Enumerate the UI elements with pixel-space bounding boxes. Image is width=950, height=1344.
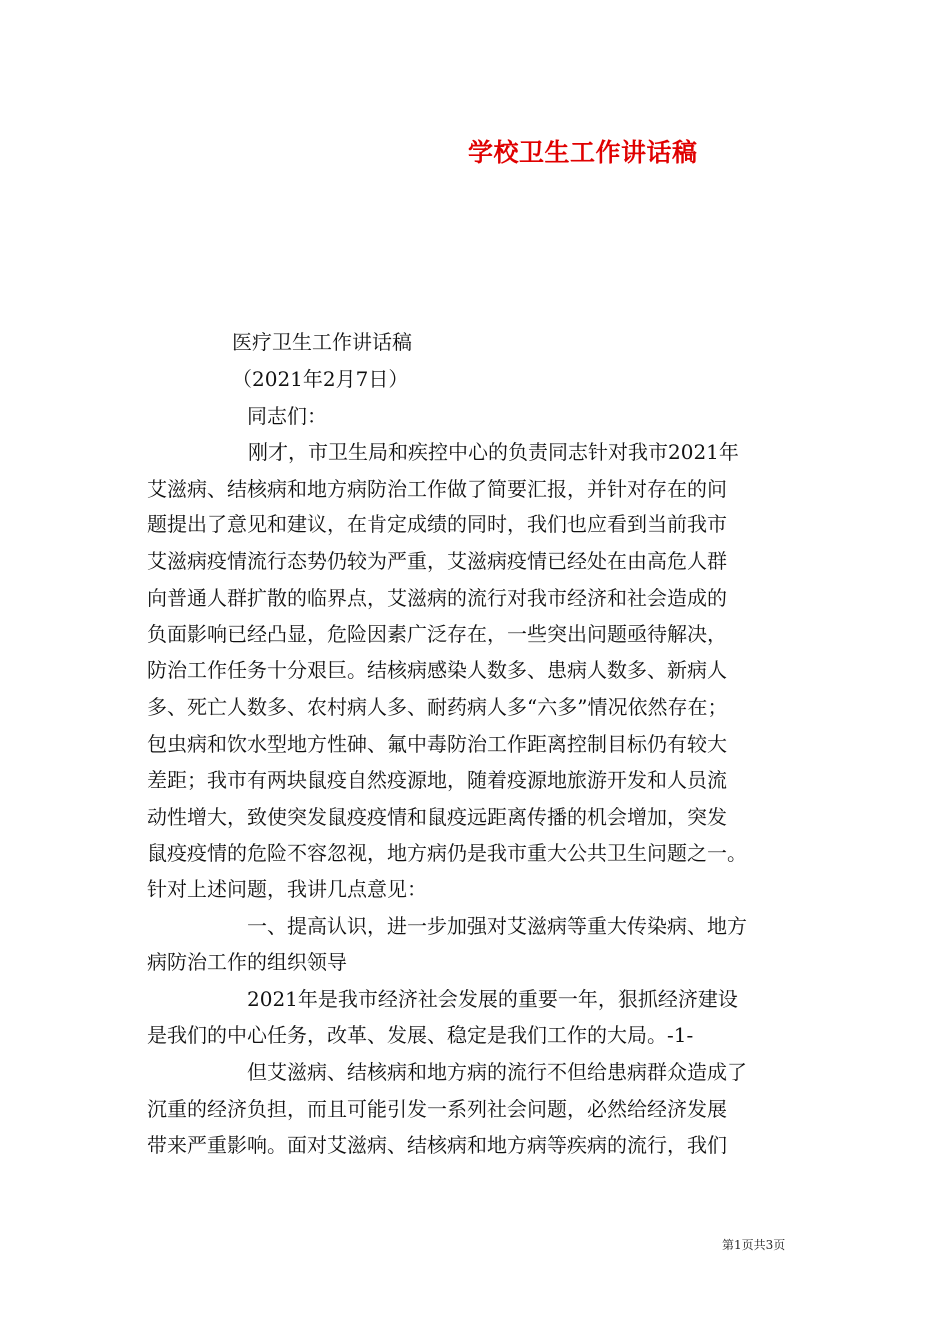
paragraph-line: 包虫病和饮水型地方性砷、氟中毒防治工作距离控制目标仍有较大 xyxy=(147,732,727,756)
paragraph-line: 是我们的中心任务，改革、发展、稳定是我们工作的大局。-1- xyxy=(147,1023,694,1047)
subtitle: 医疗卫生工作讲话稿 xyxy=(232,330,412,354)
date-line: （2021年2月7日） xyxy=(232,367,409,391)
paragraph-line: 动性增大，致使突发鼠疫疫情和鼠疫远距离传播的机会增加，突发 xyxy=(147,805,727,829)
page-number: 第1页共3页 xyxy=(722,1238,786,1252)
paragraph-line: 2021年是我市经济社会发展的重要一年，狠抓经济建设 xyxy=(247,987,738,1011)
paragraph-line: 艾滋病、结核病和地方病防治工作做了简要汇报，并针对存在的问 xyxy=(147,477,727,501)
paragraph-line: 题提出了意见和建议，在肯定成绩的同时，我们也应看到当前我市 xyxy=(147,512,727,536)
paragraph-line: 刚才，市卫生局和疾控中心的负责同志针对我市2021年 xyxy=(248,440,739,464)
paragraph-line: 防治工作任务十分艰巨。结核病感染人数多、患病人数多、新病人 xyxy=(147,658,727,682)
paragraph-line: 但艾滋病、结核病和地方病的流行不但给患病群众造成了 xyxy=(247,1060,747,1084)
paragraph-line: 针对上述问题，我讲几点意见： xyxy=(147,877,427,901)
paragraph-line: 多、死亡人数多、农村病人多、耐药病人多“六多”情况依然存在； xyxy=(147,695,728,719)
salutation: 同志们： xyxy=(247,404,327,428)
paragraph-line: 沉重的经济负担，而且可能引发一系列社会问题，必然给经济发展 xyxy=(147,1097,727,1121)
paragraph-line: 带来严重影响。面对艾滋病、结核病和地方病等疾病的流行，我们 xyxy=(147,1133,727,1157)
paragraph-line: 负面影响已经凸显，危险因素广泛存在，一些突出问题亟待解决， xyxy=(147,622,727,646)
section-heading: 一、提高认识，进一步加强对艾滋病等重大传染病、地方 xyxy=(247,914,747,938)
paragraph-line: 向普通人群扩散的临界点，艾滋病的流行对我市经济和社会造成的 xyxy=(147,586,727,610)
paragraph-line: 艾滋病疫情流行态势仍较为严重，艾滋病疫情已经处在由高危人群 xyxy=(147,549,727,573)
paragraph-line: 差距；我市有两块鼠疫自然疫源地，随着疫源地旅游开发和人员流 xyxy=(147,768,727,792)
section-heading: 病防治工作的组织领导 xyxy=(147,950,347,974)
document-title: 学校卫生工作讲话稿 xyxy=(468,138,698,167)
paragraph-line: 鼠疫疫情的危险不容忽视，地方病仍是我市重大公共卫生问题之一。 xyxy=(147,841,747,865)
